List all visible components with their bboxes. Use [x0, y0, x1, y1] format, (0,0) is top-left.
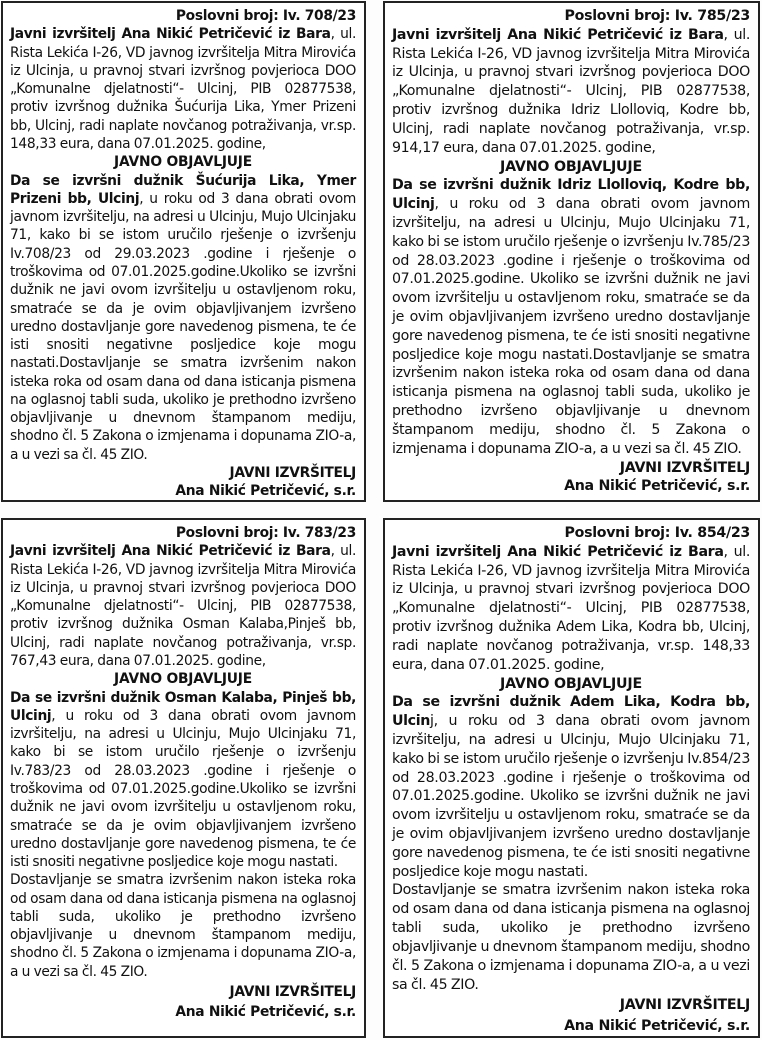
body-paragraph: [392, 693, 750, 881]
signature-title: JAVNI IZVRŠITELJ: [619, 997, 750, 1014]
signature-title: JAVNI IZVRŠITELJ: [229, 465, 356, 482]
body-bold: Da se izvršni dužnik Osman Kalaba, Pinješ bb, Ulcinj: [10, 689, 356, 724]
body-bold: Da se izvršni dužnik Idriz Llolloviq, Kodre bb, Ulcinj: [392, 177, 750, 213]
intro-paragraph: [392, 26, 750, 158]
signature-name: Ana Nikić Petričević, s.r.: [564, 478, 750, 495]
announcement-heading: JAVNO OBJAVLJUJE: [500, 158, 642, 175]
announcement-heading: JAVNO OBJAVLJUJE: [114, 671, 252, 688]
intro-bold: Javni izvršitelj Ana Nikić Petričević iz Bara: [392, 26, 724, 43]
signature-title: JAVNI IZVRŠITELJ: [229, 984, 356, 1001]
body-bold: Da se izvršni dužnik Adem Lika, Kodra bb, Ulcin: [392, 694, 750, 730]
notice-708: [1, 1, 366, 502]
intro-text: , ul. Rista Lekića I-26, VD javnog izvršitelja Mitra Mirovića iz Ulcinja, u pravnoj stvari izvršnog povjerioca DOO „Komunalne djelatnosti“- Ulcinj, PIB 02877538, protiv izvršnog dužnika Šućurija Lika, Ymer Prizeni bb, Ulcinj, radi naplate novčanog potraživanja, vr.sp. 148,33 eura, dana 07.01.2025. godine,: [10, 26, 356, 152]
reference-number: Poslovni broj: Iv. 785/23: [564, 8, 750, 24]
body-paragraph: [392, 176, 750, 458]
intro-bold: Javni izvršitelj Ana Nikić Petričević iz Bara: [392, 543, 724, 560]
signature-name: Ana Nikić Petričević, s.r.: [175, 1004, 356, 1021]
delivery-paragraph: Dostavljanje se smatra izvršenim nakon isteka roka od osam dana od dana isticanja pismena na oglasnoj tabli suda, ukoliko je prethodno izvršeno objavljivanje u dnevnom štampanom mediju, shodno čl. 5 Zakona o izmjenama i dopunama ZIO-a, a u vezi sa čl. 45 ZIO.: [392, 882, 750, 993]
reference-number: Poslovni broj: Iv. 708/23: [175, 8, 356, 24]
body-text: , u roku od 3 dana obrati ovom javnom izvršitelju, na adresi u Ulcinju, Mujo Ulcinjaku 71, kako bi se istom uručilo rješenje o izvršenju Iv.708/23 od 29.03.2023 .godine i rješenje o troškovima od 07.01.2025.godine.Ukoliko se izvršni dužnik ne javi ovom izvršitelju u ostavljenom roku, smatraće se da je ovim objavljivanjem izvršeno uredno dostavljanje gore navedenog pismena, te će isti snositi negativne posljedice koje mogu nastati.Dostavljanje se smatra izvršenim nakon isteka roka od osam dana od dana isticanja pismena na oglasnoj tabli suda, ukoliko je prethodno izvršeno objavljivanje u dnevnom štampanom mediju, shodno čl. 5 Zakona o izmjenama i dopunama ZIO-a, a u vezi sa čl. 45 ZIO.: [10, 190, 356, 463]
body-text: , u roku od 3 dana obrati ovom javnom izvršitelju, na adresi u Ulcinju, Mujo Ulcinjaku 71, kako bi se istom uručilo rješenje o izvršenju Iv.783/23 od 28.03.2023 .godine i rješenje o troškovima od 07.01.2025.godine.Ukoliko se izvršni dužnik ne javi ovom izvršitelju u ostavljenom roku, smatraće se da je ovim objavljivanjem izvršeno uredno dostavljanje gore navedenog pismena, te će isti snositi negativne posljedice koje mogu nastati.: [10, 707, 356, 871]
signature-title: JAVNI IZVRŠITELJ: [619, 459, 750, 476]
signature-name: Ana Nikić Petričević, s.r.: [175, 483, 356, 500]
intro-text: , ul. Rista Lekića I-26, VD javnog izvršitelja Mitra Mirovića iz Ulcinja, u pravnoj stvari izvršnog povjerioca DOO „Komunalne djelatnosti“- Ulcinj, PIB 02877538, protiv izvršnog dužnika Osman Kalaba,Pinješ bb, Ulcinj, radi naplate novčanog potraživanja, vr.sp. 767,43 eura, dana 07.01.2025. godine,: [10, 543, 356, 669]
body-paragraph: [10, 172, 356, 465]
delivery-paragraph: Dostavljanje se smatra izvršenim nakon isteka roka od osam dana od dana isticanja pismena na oglasnoj tabli suda, ukoliko je prethodno izvršeno objavljivanje u dnevnom štampanom mediju, shodno čl. 5 Zakona o izmjenama i dopunama ZIO-a, a u vezi sa čl. 45 ZIO.: [10, 872, 356, 980]
reference-number: Poslovni broj: Iv. 783/23: [175, 525, 356, 541]
intro-paragraph: [10, 542, 356, 670]
notice-854: [383, 518, 760, 1038]
intro-text: , ul. Rista Lekića I-26, VD javnog izvršitelja Mitra Mirovića iz Ulcinja, u pravnoj stvari izvršnog povjerioca DOO „Komunalne djelatnosti“- Ulcinj, PIB 02877538, protiv izvršnog dužnika Idriz Llolloviq, Kodre bb, Ulcinj, radi naplate novčanog potraživanja, vr.sp. 914,17 eura, dana 07.01.2025. godine,: [392, 26, 750, 156]
intro-paragraph: [10, 25, 356, 153]
intro-paragraph: [392, 543, 750, 675]
intro-bold: Javni izvršitelj Ana Nikić Petričević iz Bara: [10, 543, 331, 560]
body-bold: Da se izvršni dužnik Šućurija Lika, Ymer Prizeni bb, Ulcinj: [10, 172, 356, 207]
intro-bold: Javni izvršitelj Ana Nikić Petričević iz Bara: [10, 26, 331, 43]
notice-785: [383, 1, 760, 502]
body-text: , u roku od 3 dana obrati ovom javnom izvršitelju, na adresi u Ulcinju, Mujo Ulcinjaku 71, kako bi se istom uručilo rješenje o izvršenju Iv.785/23 od 28.03.2023 .godine i rješenje o troškovima od 07.01.2025.godine. Ukoliko se izvršni dužnik ne javi ovom izvršitelju u ostavljenom roku, smatraće se da je ovim objavljivanjem izvršeno uredno dostavljanje gore navedenog pismena, te će isti snositi negativne posljedice koje mogu nastati.Dostavljanje se smatra izvršenim nakon isteka roka od osam dana od dana isticanja pismena na oglasnoj tabli suda, ukoliko je prethodno izvršeno objavljivanje u dnevnom štampanom mediju, shodno čl. 5 Zakona o izmjenama i dopunama ZIO-a, a u vezi sa čl. 45 ZIO.: [392, 196, 750, 457]
body-text: j, u roku od 3 dana obrati ovom javnom izvršitelju, na adresi u Ulcinju, Mujo Ulcinjaku 71, kako bi se istom uručilo rješenje o izvršenju Iv.854/23 od 28.03.2023 .godine i rješenje o troškovima od 07.01.2025.godine. Ukoliko se izvršni dužnik ne javi ovom izvršitelju u ostavljenom roku, smatraće se da je ovim objavljivanjem izvršeno uredno dostavljanje gore navedenog pismena, te će isti snositi negativne posljedice koje mogu nastati.: [392, 713, 750, 880]
signature-name: Ana Nikić Petričević, s.r.: [564, 1018, 750, 1035]
reference-number: Poslovni broj: Iv. 854/23: [564, 525, 750, 541]
announcement-heading: JAVNO OBJAVLJUJE: [500, 675, 642, 692]
notice-783: [1, 518, 366, 1038]
intro-text: , ul. Rista Lekića I-26, VD javnog izvršitelja Mitra Mirovića iz Ulcinja, u pravnoj stvari izvršnog povjerioca DOO „Komunalne djelatnosti“- Ulcinj, PIB 02877538, protiv izvršnog dužnika Adem Lika, Kodra bb, Ulcinj, radi naplate novčanog potraživanja, vr.sp. 148,33 eura, dana 07.01.2025. godine,: [392, 543, 750, 673]
body-paragraph: [10, 689, 356, 872]
announcement-heading: JAVNO OBJAVLJUJE: [114, 154, 252, 171]
